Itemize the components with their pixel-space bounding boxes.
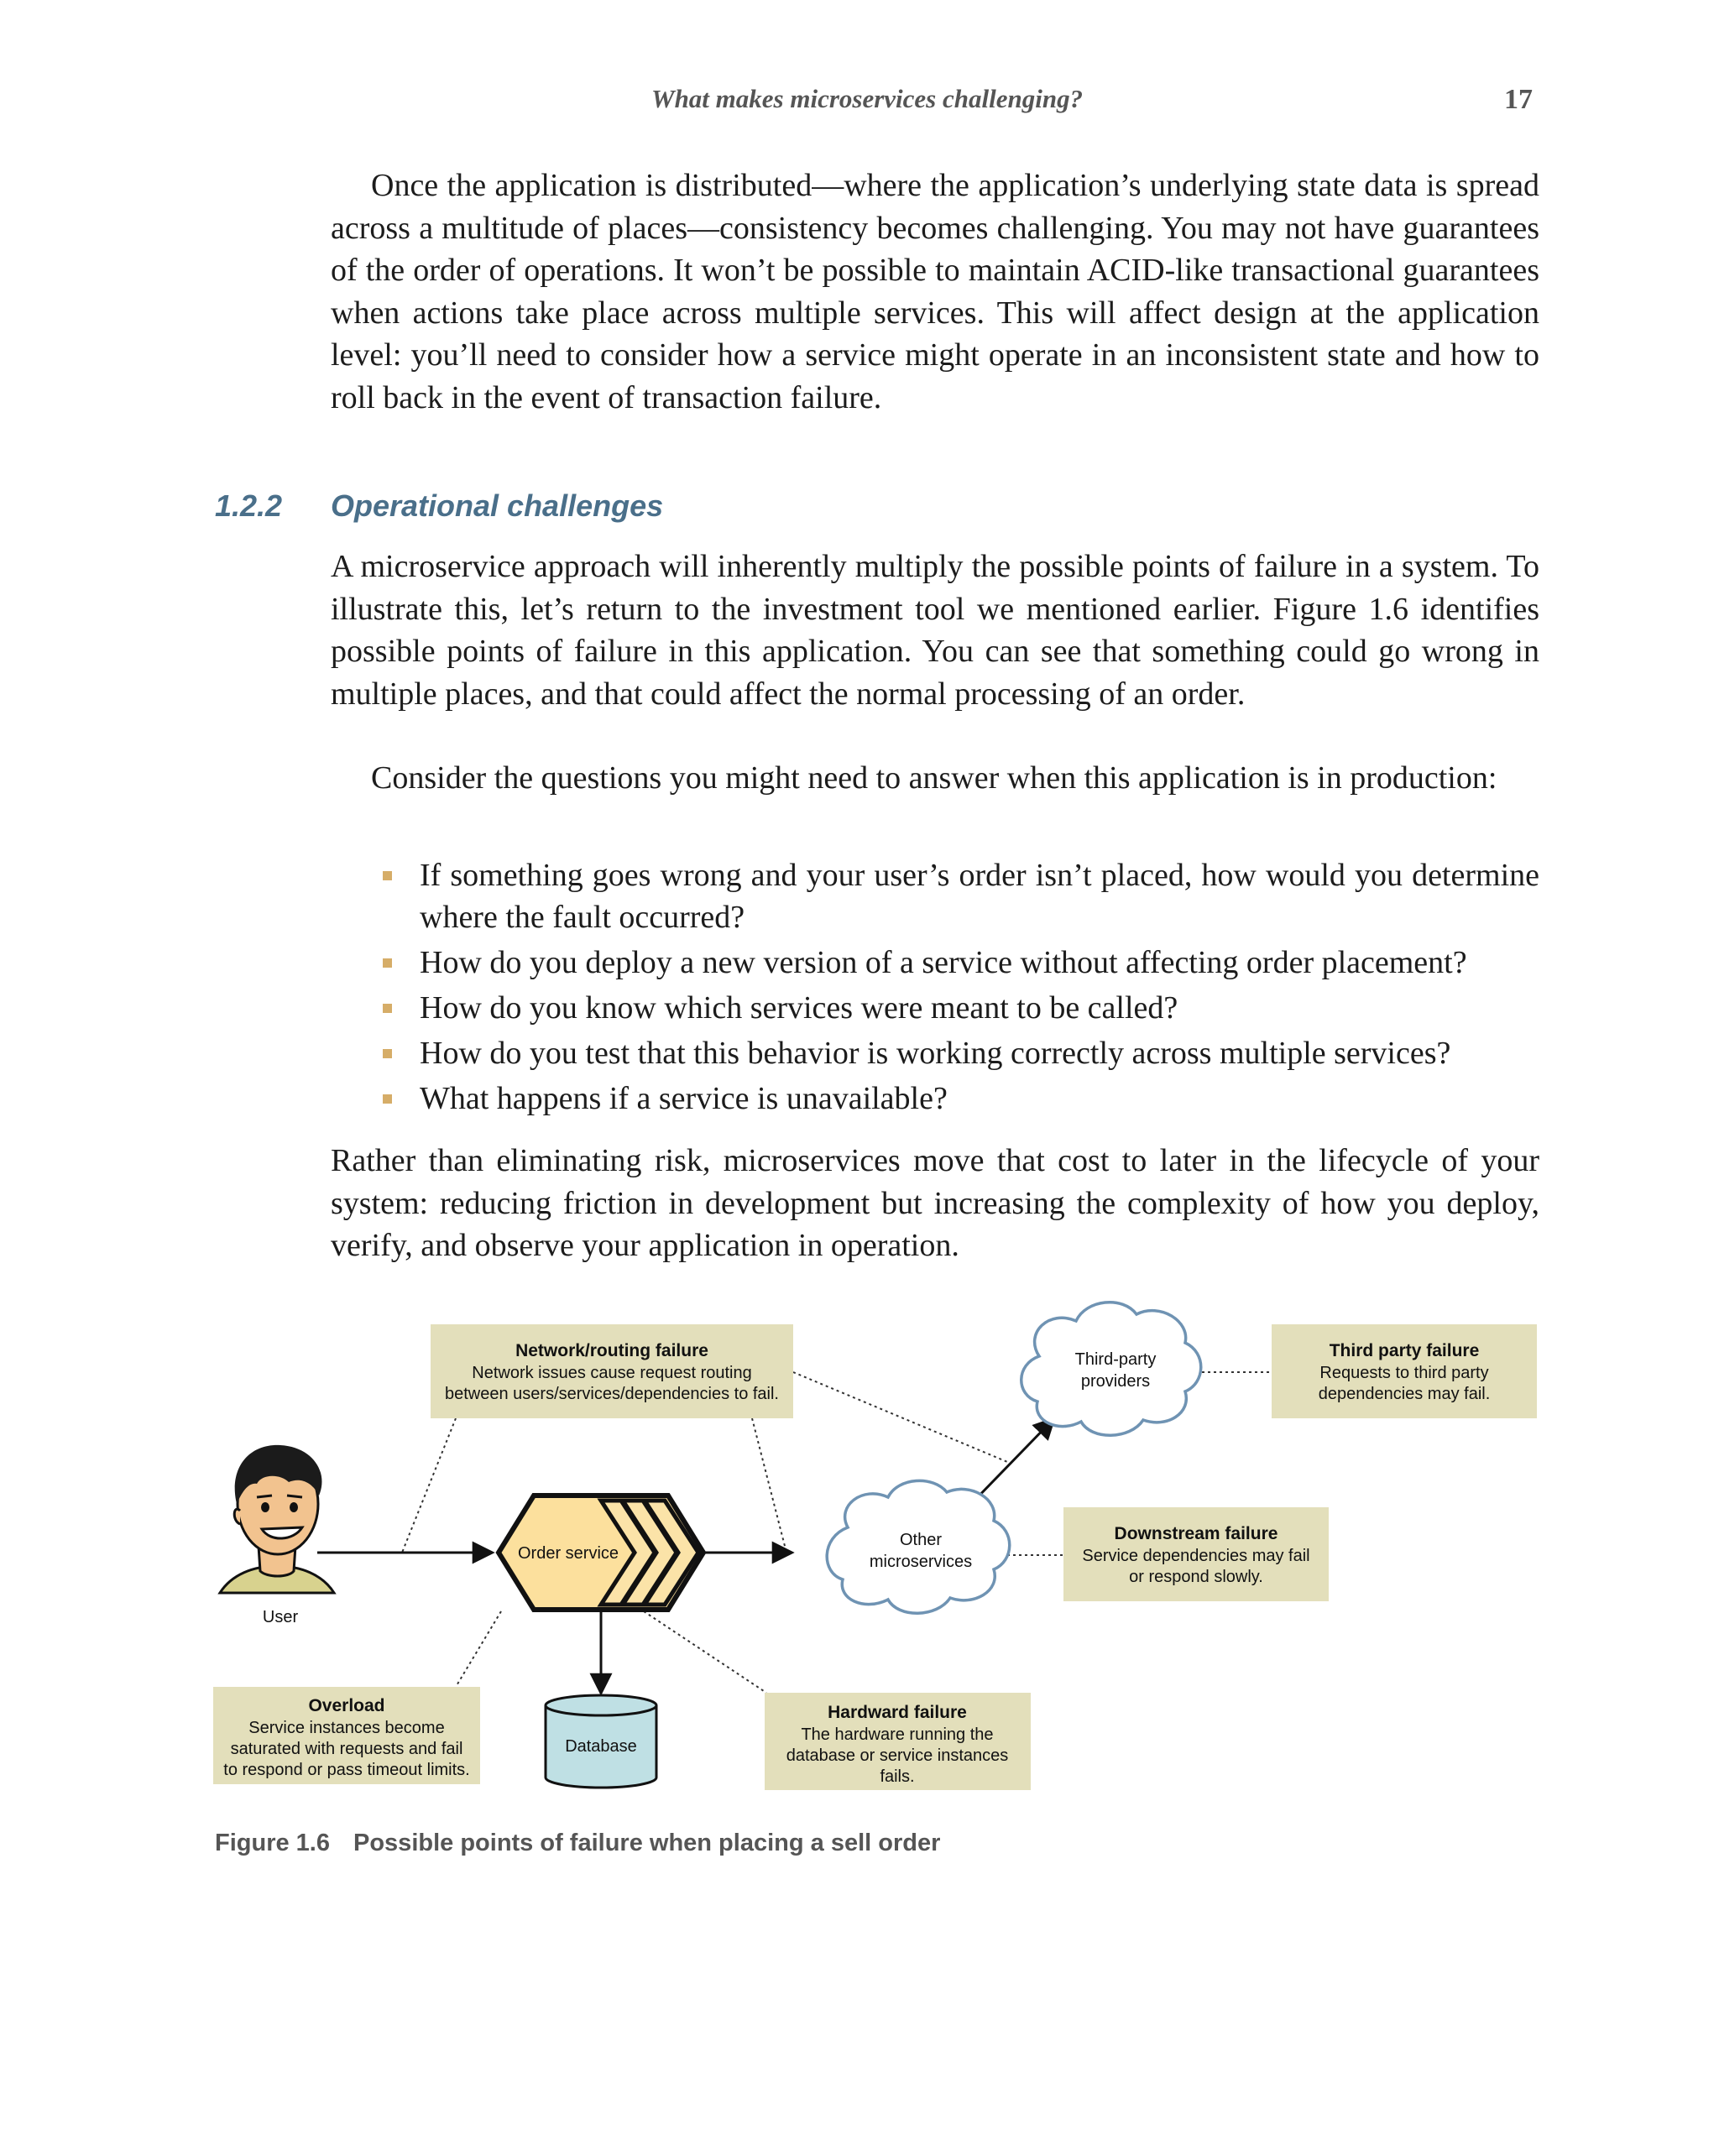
connector-network-to-cloud — [793, 1372, 1011, 1464]
bullet-marker — [383, 871, 392, 880]
figure-caption — [215, 1830, 940, 1857]
database-icon-top — [546, 1695, 656, 1715]
svg-text:microservices: microservices — [869, 1553, 973, 1571]
svg-text:or respond slowly.: or respond slowly. — [1129, 1568, 1263, 1586]
figure-caption-text: Possible points of failure when placing a sell order — [353, 1830, 941, 1856]
svg-text:providers: providers — [1080, 1372, 1151, 1391]
downstream-failure-title: Downstream failure — [1114, 1524, 1278, 1543]
downstream-failure-box — [1063, 1507, 1329, 1601]
database-label: Database — [565, 1737, 637, 1756]
svg-text:saturated with requests and fa: saturated with requests and fail — [230, 1740, 463, 1758]
user-avatar-icon — [220, 1445, 334, 1626]
svg-text:Service instances become: Service instances become — [248, 1719, 445, 1737]
page-number: 17 — [1504, 84, 1533, 115]
hardware-failure-box — [765, 1693, 1031, 1790]
user-label: User — [262, 1608, 299, 1626]
network-failure-box — [431, 1324, 793, 1418]
bullet-marker — [383, 958, 392, 968]
paragraph-failure-points: A microservice approach will inherently multiply the possible points of failure in a system. To illustrate this, let’s return to the investment tool we mentioned earlier. Figure 1.6 identifies possible points of failure in this application. You can see that something could go wrong in multiple places, and that could affect the normal processing of an order. — [331, 549, 1539, 712]
third-party-failure-title: Third party failure — [1329, 1341, 1480, 1360]
svg-text:Network issues cause request r: Network issues cause request routing — [472, 1364, 752, 1382]
connector-overload — [456, 1611, 501, 1687]
svg-text:database or service instances: database or service instances — [786, 1746, 1009, 1765]
figure-label: Figure 1.6 — [215, 1830, 330, 1856]
section-number: 1.2.2 — [215, 488, 283, 523]
list-item: How do you test that this behavior is working correctly across multiple services? — [383, 1032, 1539, 1074]
question-list — [383, 854, 1539, 1123]
paragraph-consistency: Once the application is distributed—where the application’s underlying state data is spread across a multitude of places—consistency becomes challenging. You may not have guarantees of the order of operations. It won’t be possible to maintain ACID-like transactional guarantees when actions take place across multiple services. This will affect design at the application level: you’ll need to consider how a service might operate in an inconsistent state and how to roll back in the event of transaction failure. — [331, 168, 1539, 415]
svg-text:Other: Other — [899, 1531, 943, 1549]
list-item: How do you know which services were meant to be called? — [383, 987, 1539, 1029]
overload-box — [213, 1687, 480, 1784]
connector-hardware — [644, 1611, 766, 1693]
svg-text:Service dependencies may fail: Service dependencies may fail — [1082, 1547, 1310, 1565]
section-title: Operational challenges — [331, 488, 664, 523]
svg-text:Third-party: Third-party — [1074, 1350, 1157, 1369]
overload-title: Overload — [308, 1696, 385, 1715]
bullet-marker — [383, 1049, 392, 1058]
order-service-node — [499, 1496, 703, 1610]
connector-network-to-user-arrow — [402, 1418, 456, 1553]
network-failure-title: Network/routing failure — [515, 1341, 708, 1360]
svg-text:Requests to third party: Requests to third party — [1319, 1364, 1489, 1382]
list-item: How do you deploy a new version of a service without affecting order placement? — [383, 942, 1539, 984]
arrow-other-to-thirdparty — [970, 1418, 1054, 1505]
list-item: What happens if a service is unavailable? — [383, 1078, 1539, 1120]
bullet-marker — [383, 1094, 392, 1104]
order-service-label: Order service — [517, 1544, 619, 1563]
failure-points-diagram — [0, 1284, 1719, 1821]
third-party-failure-box — [1272, 1324, 1537, 1418]
running-title: What makes microservices challenging? — [651, 84, 1084, 113]
svg-text:fails.: fails. — [880, 1767, 915, 1786]
svg-text:dependencies may fail.: dependencies may fail. — [1318, 1385, 1491, 1403]
running-head — [0, 84, 1719, 117]
other-microservices-cloud — [827, 1480, 1010, 1613]
hardware-failure-title: Hardward failure — [828, 1703, 967, 1722]
svg-text:The hardware running the: The hardware running the — [801, 1725, 994, 1744]
third-party-cloud — [1021, 1302, 1201, 1436]
connector-network-to-service-arrow — [752, 1418, 786, 1553]
bullet-marker — [383, 1004, 392, 1013]
paragraph-risk: Rather than eliminating risk, microservices move that cost to later in the lifecycle of your system: reducing friction in development but increasing the complexity of how you deploy, verify, and observe your application in operation. — [331, 1143, 1539, 1263]
list-item: If something goes wrong and your user’s order isn’t placed, how would you determine where the fault occurred? — [383, 854, 1539, 938]
svg-text:to respond or pass timeout lim: to respond or pass timeout limits. — [223, 1761, 470, 1779]
database-node — [546, 1695, 656, 1788]
svg-text:between users/services/depende: between users/services/dependencies to fail. — [444, 1385, 780, 1403]
paragraph-questions-intro: Consider the questions you might need to answer when this application is in production: — [371, 760, 1497, 796]
